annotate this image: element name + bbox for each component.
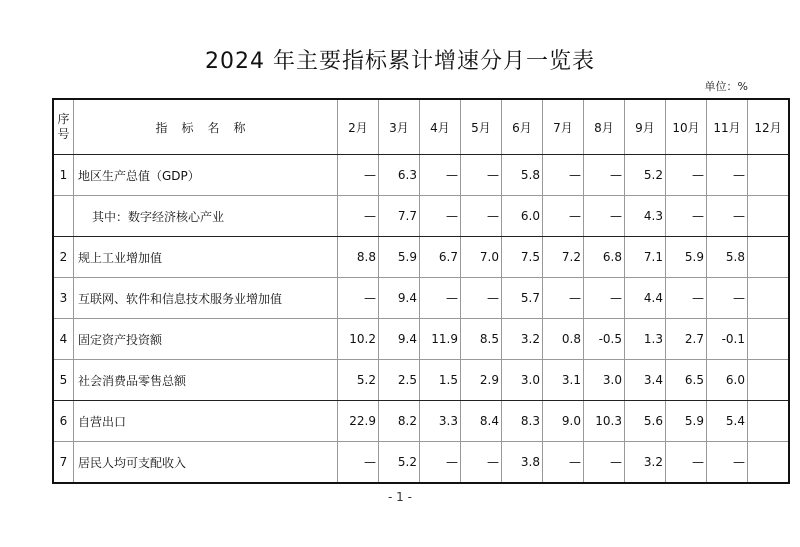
cell: 3.8 bbox=[502, 442, 543, 484]
cell: 7.2 bbox=[543, 237, 584, 278]
cell: — bbox=[420, 442, 461, 484]
cell: — bbox=[461, 196, 502, 237]
cell: 3.4 bbox=[625, 360, 666, 401]
header-month-10: 10月 bbox=[666, 99, 707, 155]
cell: 6.5 bbox=[666, 360, 707, 401]
cell: 4.4 bbox=[625, 278, 666, 319]
cell: 7.5 bbox=[502, 237, 543, 278]
cell: 5.7 bbox=[502, 278, 543, 319]
cell: 5.6 bbox=[625, 401, 666, 442]
row-seq: 5 bbox=[53, 360, 74, 401]
cell bbox=[748, 196, 790, 237]
cell: 3.2 bbox=[502, 319, 543, 360]
cell: 3.1 bbox=[543, 360, 584, 401]
cell: 7.7 bbox=[379, 196, 420, 237]
cell: 7.0 bbox=[461, 237, 502, 278]
cell: 1.3 bbox=[625, 319, 666, 360]
cell: 5.9 bbox=[666, 401, 707, 442]
cell: 10.2 bbox=[338, 319, 379, 360]
cell: — bbox=[420, 196, 461, 237]
cell: 7.1 bbox=[625, 237, 666, 278]
cell: — bbox=[584, 196, 625, 237]
cell: 5.2 bbox=[338, 360, 379, 401]
row-seq: 2 bbox=[53, 237, 74, 278]
row-seq: 1 bbox=[53, 155, 74, 196]
row-name: 固定资产投资额 bbox=[74, 319, 338, 360]
cell: — bbox=[666, 278, 707, 319]
cell: — bbox=[338, 442, 379, 484]
cell: 2.7 bbox=[666, 319, 707, 360]
cell: — bbox=[461, 442, 502, 484]
cell: 8.4 bbox=[461, 401, 502, 442]
cell: — bbox=[707, 442, 748, 484]
cell: 8.8 bbox=[338, 237, 379, 278]
cell: — bbox=[420, 278, 461, 319]
cell: 8.3 bbox=[502, 401, 543, 442]
cell: — bbox=[543, 155, 584, 196]
header-name: 指标名称 bbox=[74, 99, 338, 155]
cell: 6.3 bbox=[379, 155, 420, 196]
cell: 22.9 bbox=[338, 401, 379, 442]
cell: 3.3 bbox=[420, 401, 461, 442]
cell: 8.5 bbox=[461, 319, 502, 360]
cell: — bbox=[666, 442, 707, 484]
cell: — bbox=[707, 278, 748, 319]
cell: 4.3 bbox=[625, 196, 666, 237]
cell: 0.8 bbox=[543, 319, 584, 360]
cell: 9.0 bbox=[543, 401, 584, 442]
cell bbox=[748, 442, 790, 484]
cell: -0.1 bbox=[707, 319, 748, 360]
page-number: - 1 - bbox=[388, 490, 412, 504]
header-month-7: 7月 bbox=[543, 99, 584, 155]
row-name: 地区生产总值（GDP） bbox=[74, 155, 338, 196]
row-name: 自营出口 bbox=[74, 401, 338, 442]
cell: 3.0 bbox=[584, 360, 625, 401]
cell: -0.5 bbox=[584, 319, 625, 360]
cell: — bbox=[543, 442, 584, 484]
cell: — bbox=[707, 155, 748, 196]
row-seq bbox=[53, 196, 74, 237]
table-row bbox=[53, 319, 789, 360]
header-month-8: 8月 bbox=[584, 99, 625, 155]
indicator-table bbox=[52, 98, 790, 484]
row-name: 社会消费品零售总额 bbox=[74, 360, 338, 401]
cell: 5.9 bbox=[379, 237, 420, 278]
row-name: 其中：数字经济核心产业 bbox=[74, 196, 338, 237]
cell: — bbox=[543, 196, 584, 237]
cell: 9.4 bbox=[379, 319, 420, 360]
header-month-6: 6月 bbox=[502, 99, 543, 155]
cell: — bbox=[461, 155, 502, 196]
cell: 5.8 bbox=[707, 237, 748, 278]
unit-label: 单位：% bbox=[704, 80, 748, 93]
header-month-9: 9月 bbox=[625, 99, 666, 155]
cell: 3.0 bbox=[502, 360, 543, 401]
cell: — bbox=[584, 442, 625, 484]
cell: 5.8 bbox=[502, 155, 543, 196]
table-row bbox=[53, 196, 789, 237]
cell: 6.7 bbox=[420, 237, 461, 278]
cell: — bbox=[666, 155, 707, 196]
row-name: 互联网、软件和信息技术服务业增加值 bbox=[74, 278, 338, 319]
header-month-12: 12月 bbox=[748, 99, 790, 155]
cell bbox=[748, 278, 790, 319]
cell: — bbox=[584, 278, 625, 319]
cell bbox=[748, 401, 790, 442]
table-row bbox=[53, 401, 789, 442]
table-row bbox=[53, 237, 789, 278]
cell bbox=[748, 237, 790, 278]
cell: — bbox=[338, 196, 379, 237]
header-month-3: 3月 bbox=[379, 99, 420, 155]
row-seq: 3 bbox=[53, 278, 74, 319]
row-name: 规上工业增加值 bbox=[74, 237, 338, 278]
cell: 9.4 bbox=[379, 278, 420, 319]
header-month-2: 2月 bbox=[338, 99, 379, 155]
cell: 6.0 bbox=[502, 196, 543, 237]
header-month-4: 4月 bbox=[420, 99, 461, 155]
cell: 2.9 bbox=[461, 360, 502, 401]
row-seq: 7 bbox=[53, 442, 74, 484]
cell: 1.5 bbox=[420, 360, 461, 401]
cell: 5.4 bbox=[707, 401, 748, 442]
cell: — bbox=[461, 278, 502, 319]
cell: 6.0 bbox=[707, 360, 748, 401]
cell: 6.8 bbox=[584, 237, 625, 278]
header-row bbox=[53, 99, 789, 155]
header-seq: 序号 bbox=[53, 99, 74, 155]
row-name: 居民人均可支配收入 bbox=[74, 442, 338, 484]
cell: — bbox=[338, 278, 379, 319]
cell: 2.5 bbox=[379, 360, 420, 401]
cell: 5.2 bbox=[379, 442, 420, 484]
cell: 10.3 bbox=[584, 401, 625, 442]
cell: 8.2 bbox=[379, 401, 420, 442]
row-seq: 6 bbox=[53, 401, 74, 442]
row-seq: 4 bbox=[53, 319, 74, 360]
cell: 5.2 bbox=[625, 155, 666, 196]
cell: — bbox=[584, 155, 625, 196]
cell: 5.9 bbox=[666, 237, 707, 278]
cell: — bbox=[338, 155, 379, 196]
table-row bbox=[53, 360, 789, 401]
cell: 3.2 bbox=[625, 442, 666, 484]
table-row bbox=[53, 155, 789, 196]
cell: — bbox=[707, 196, 748, 237]
cell bbox=[748, 360, 790, 401]
cell: — bbox=[666, 196, 707, 237]
cell bbox=[748, 155, 790, 196]
cell: 11.9 bbox=[420, 319, 461, 360]
header-month-5: 5月 bbox=[461, 99, 502, 155]
cell: — bbox=[543, 278, 584, 319]
header-month-11: 11月 bbox=[707, 99, 748, 155]
document-title: 2024 年主要指标累计增速分月一览表 bbox=[205, 49, 595, 74]
cell bbox=[748, 319, 790, 360]
table-row bbox=[53, 442, 789, 484]
cell: — bbox=[420, 155, 461, 196]
table-row bbox=[53, 278, 789, 319]
